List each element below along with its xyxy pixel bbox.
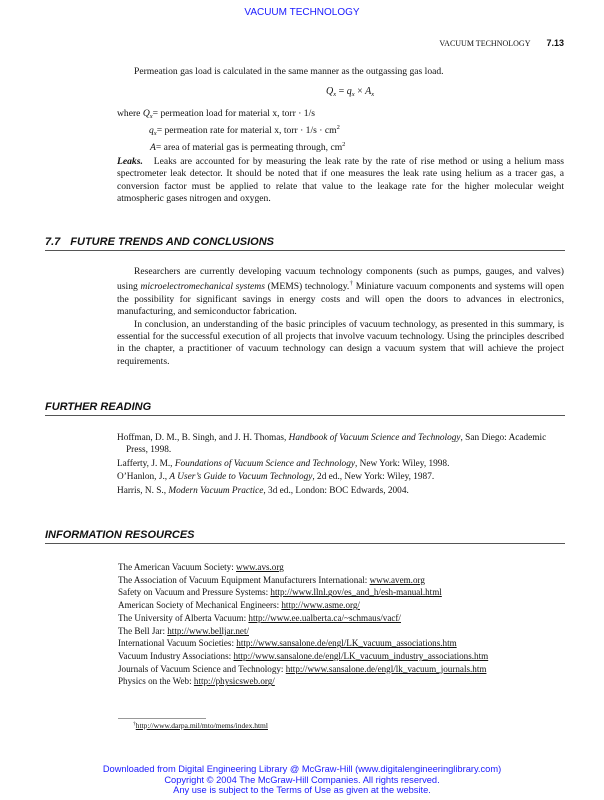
section-heading-7-7: 7.7 FUTURE TRENDS AND CONCLUSIONS	[45, 236, 565, 251]
paragraph: Researchers are currently developing vacuum technology components (such as pumps, gauges, and valves) using microelectromechanical systems (MEMS) technology.† Miniature vacuum components and systems will open the possibility for significant savings in energy costs and will open the doors to advances in electronics, manufacturing, and semiconductor fabrication.	[117, 266, 564, 318]
resource-link[interactable]: http://www.belljar.net/	[167, 625, 249, 636]
paragraph: In conclusion, an understanding of the basic principles of vacuum technology, as presented in this summary, is essential for the successful execution of all projects that involve vacuum technology. Using the principles described in the chapter, a practitioner of vacuum technology can design a vacuum system that will achieve the project requirements.	[117, 318, 564, 367]
resource-link[interactable]: http://www.ee.ualberta.ca/~schmaus/vacf/	[248, 612, 401, 623]
future-trends-body	[117, 266, 564, 368]
footer-download-line[interactable]: Downloaded from Digital Engineering Library @ McGraw-Hill (www.digitalengineeringlibrary.com)	[102, 764, 502, 774]
resource-item: Vacuum Industry Associations: http://www.sansalone.de/engl/LK_vacuum_industry_associations.htm	[118, 650, 489, 661]
footer-terms-line[interactable]: Any use is subject to the Terms of Use as given at the website.	[173, 785, 431, 795]
page-number: 7.13	[546, 38, 564, 48]
resource-item: International Vacuum Societies: http://www.sansalone.de/engl/LK_vacuum_associations.htm	[118, 638, 457, 649]
reference-item: Lafferty, J. M., Foundations of Vacuum Science and Technology, New York: Wiley, 1998.	[117, 458, 450, 469]
footnote: †http://www.darpa.mil/mto/mems/index.html	[133, 721, 268, 730]
section-heading-information-resources: INFORMATION RESOURCES	[45, 529, 565, 544]
reference-item: Harris, N. S., Modern Vacuum Practice, 3d ed., London: BOC Edwards, 2004.	[117, 485, 409, 496]
footer	[0, 764, 604, 796]
footnote-link[interactable]: http://www.darpa.mil/mto/mems/index.html	[135, 721, 268, 730]
where-block	[117, 108, 345, 153]
leaks-paragraph: Leaks. Leaks are accounted for by measuring the leak rate by the rate of rise method or using a helium mass spectrometer leak detector. It should be noted that if one measures the leak rate using helium as a tracer gas, a conversion factor must be applied to relate that value to the leakage rate for the higher molecular weight atmospheric gases nitrogen and oxygen.	[117, 156, 564, 205]
where-line: A= area of material gas is permeating through, $cm^2$	[150, 141, 346, 153]
reference-item: Hoffman, D. M., B. Singh, and J. H. Thomas, Handbook of Vacuum Science and Technology, San Diego: Academic Press, 1998.	[117, 433, 547, 456]
resource-item: The Association of Vacuum Equipment Manufacturers International: www.avem.org	[118, 574, 425, 585]
further-reading-list	[117, 432, 567, 498]
information-resources-list	[118, 561, 488, 688]
footnote-rule	[118, 718, 206, 719]
resource-link[interactable]: http://www.llnl.gov/es_and_h/esh-manual.html	[270, 587, 442, 598]
resource-link[interactable]: http://www.asme.org/	[281, 600, 360, 611]
resource-item: The American Vacuum Society: www.avs.org	[118, 562, 284, 572]
resource-item: The Bell Jar: http://www.belljar.net/	[118, 625, 249, 636]
top-banner: VACUUM TECHNOLOGY	[244, 7, 360, 18]
resource-item: Safety on Vacuum and Pressure Systems: http://www.llnl.gov/es_and_h/esh-manual.html	[118, 587, 442, 598]
resource-item: American Society of Mechanical Engineers: http://www.asme.org/	[118, 600, 360, 611]
resource-link[interactable]: http://www.sansalone.de/engl/LK_vacuum_industry_associations.htm	[233, 650, 489, 661]
reference-item: O’Hanlon, J., A User’s Guide to Vacuum Technology, 2d ed., New York: Wiley, 1987.	[117, 472, 435, 483]
resource-link[interactable]: www.avem.org	[369, 574, 425, 585]
resource-item: Physics on the Web: http://physicsweb.org/	[118, 676, 275, 687]
resource-link[interactable]: http://www.sansalone.de/engl/lk_vacuum_journals.htm	[285, 663, 487, 674]
resource-link[interactable]: http://www.sansalone.de/engl/LK_vacuum_associations.htm	[236, 638, 457, 649]
running-head-title: VACUUM TECHNOLOGY	[439, 39, 531, 48]
intro-paragraph: Permeation gas load is calculated in the same manner as the outgassing gas load.	[134, 66, 444, 77]
where-line: where $Q_x=$ permeation load for material x, torr · 1/s	[117, 108, 315, 120]
footer-copyright-line: Copyright © 2004 The McGraw-Hill Companies. All rights reserved.	[164, 774, 440, 785]
where-line: $q_x=$ permeation rate for material x, torr · $1/s \cdot cm^2$	[149, 124, 340, 137]
equation: $Q_x = q_x \times A_x$	[326, 86, 375, 98]
resource-link[interactable]: www.avs.org	[236, 562, 284, 572]
running-head	[439, 38, 564, 48]
resource-item: Journals of Vacuum Science and Technology: http://www.sansalone.de/engl/lk_vacuum_journals.htm	[118, 663, 487, 674]
section-heading-further-reading: FURTHER READING	[45, 401, 565, 416]
resource-item: The University of Alberta Vacuum: http://www.ee.ualberta.ca/~schmaus/vacf/	[118, 612, 401, 623]
resource-link[interactable]: http://physicsweb.org/	[193, 676, 275, 687]
